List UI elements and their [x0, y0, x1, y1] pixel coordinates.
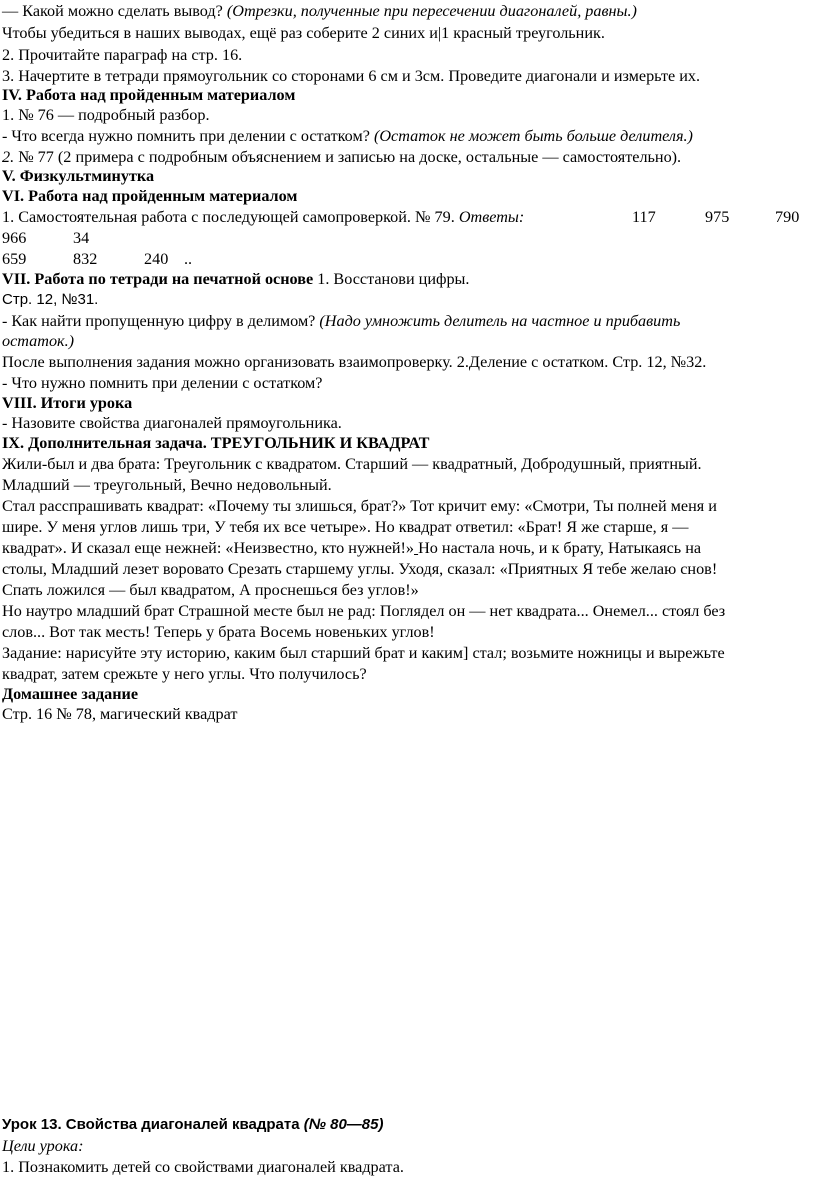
text-span: - Что всегда нужно помнить при делении с остатком?: [2, 127, 374, 145]
text-line: [2, 147, 681, 167]
answer-value: ..: [184, 250, 193, 268]
answer-value: 240: [144, 250, 169, 268]
text-span: 1. Восстанови цифры.: [313, 270, 470, 288]
text-line: слов... Вот так месть! Теперь у брата Восемь новеньких углов!: [2, 623, 435, 641]
text-span: — Какой можно сделать вывод?: [2, 2, 227, 20]
text-line: - Что нужно помнить при делении с остатком?: [2, 374, 323, 392]
section-heading: V. Физкультминутка: [2, 167, 155, 185]
text-line: - Назовите свойства диагоналей прямоугольника.: [2, 414, 342, 432]
text-span: - Как найти пропущенную цифру в делимом?: [2, 312, 320, 330]
text-line: шире. У меня углов лишь три, У тебя их все четыре». Но квадрат ответил: «Брат! Я же старше, я —: [2, 518, 689, 536]
answer-value: 34: [73, 229, 90, 247]
lesson-title: [2, 1115, 383, 1135]
answer-value: 790: [775, 208, 800, 226]
text-line: 3. Начертите в тетради прямоугольник со сторонами 6 см и 3см. Проведите диагонали и измерьте их.: [2, 67, 701, 85]
text-line: [2, 207, 524, 227]
italic-answer: остаток.): [2, 332, 75, 350]
answer-value: 659: [2, 250, 27, 268]
text-line: Стал расспрашивать квадрат: «Почему ты злишься, брат?» Тот кричит ему: «Смотри, Ты полней меня и: [2, 497, 717, 515]
text-span: № 77 (2 примера с подробным объяснением и записью на доске, остальные — самостоятельно).: [14, 148, 682, 166]
text-line: [2, 1, 637, 21]
text-line: Но наутро младший брат Страшной месте был не рад: Поглядел он — нет квадрата... Онемел... стоял без: [2, 602, 726, 620]
text-line: [2, 311, 680, 331]
answer-value: 975: [705, 208, 730, 226]
text-span: квадрат». И сказал еще нежней: «Неизвестно, кто нужней!»: [2, 539, 415, 557]
italic-answer: (Остаток не может быть больше делителя.): [373, 127, 693, 145]
text-line: 2. Прочитайте параграф на стр. 16.: [2, 46, 243, 64]
text-line: [2, 538, 701, 558]
text-line: Спать ложился — был квадратом, А проснешься без углов!»: [2, 581, 419, 599]
answer-value: 966: [2, 229, 27, 247]
lesson-goals-label: Цели урока:: [2, 1137, 84, 1155]
text-line: Задание: нарисуйте эту историю, каким был старший брат и каким] стал; возьмите ножницы и вырежьте: [2, 644, 725, 662]
answer-value: 832: [73, 250, 98, 268]
text-line: После выполнения задания можно организовать взаимопроверку. 2.Деление с остатком. Стр. 12, №32.: [2, 353, 707, 371]
item-number: 2.: [2, 148, 15, 166]
section-heading: Домашнее задание: [2, 685, 139, 703]
answer-value: 117: [632, 208, 656, 226]
italic-answer: (Надо умножить делитель на частное и прибавить: [319, 312, 681, 330]
text-line: Стр. 12, №31.: [2, 291, 99, 308]
text-line: Чтобы убедиться в наших выводах, ещё раз соберите 2 синих и|1 красный треугольник.: [2, 24, 605, 42]
answers-label: Ответы:: [458, 208, 525, 226]
lesson-title-text: Урок 13. Свойства диагоналей квадрата: [2, 1116, 304, 1133]
section-heading: VII. Работа по тетради на печатной основе: [2, 270, 314, 288]
text-line: [2, 269, 469, 289]
text-span: 1. Самостоятельная работа с последующей самопроверкой. № 79.: [2, 208, 459, 226]
text-line: Стр. 16 № 78, магический квадрат: [2, 705, 238, 723]
text-line: Младший — треугольный, Вечно недовольный.: [2, 476, 332, 494]
text-line: 1. № 76 — подробный разбор.: [2, 106, 210, 124]
section-heading: IX. Дополнительная задача. ТРЕУГОЛЬНИК И КВАДРАТ: [2, 434, 430, 452]
italic-answer: (Отрезки, полученные при пересечении диагоналей, равны.): [226, 2, 637, 20]
section-heading: IV. Работа над пройденным материалом: [2, 86, 296, 104]
text-line: Жили-был и два брата: Треугольник с квадратом. Старший — квадратный, Добродушный, приятный.: [2, 455, 702, 473]
text-line: квадрат, затем срежьте у него углы. Что получилось?: [2, 665, 367, 683]
text-line: [2, 126, 693, 146]
text-line: столы, Младший лезет воровато Срезать старшему углы. Уходя, сказал: «Приятных Я тебе желаю снов!: [2, 560, 718, 578]
text-line: 1. Познакомить детей со свойствами диагоналей квадрата.: [2, 1158, 404, 1176]
section-heading: VI. Работа над пройденным материалом: [2, 187, 298, 205]
lesson-title-range: (№ 80—85): [303, 1116, 384, 1133]
section-heading: VIII. Итоги урока: [2, 394, 133, 412]
text-span: Но настала ночь, и к брату, Натыкаясь на: [418, 539, 702, 557]
